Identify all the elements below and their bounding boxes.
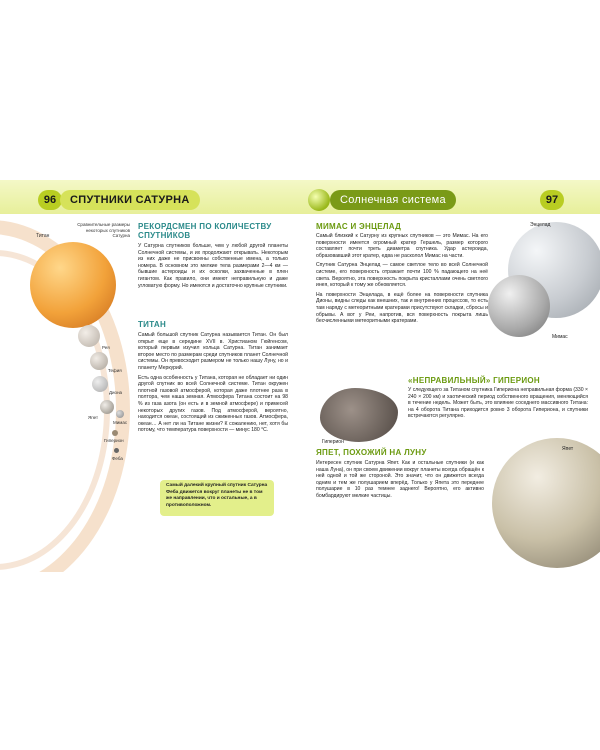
yapet-image-label: Япет <box>562 446 574 452</box>
rea-image <box>78 325 100 347</box>
text-mimas-enceladus <box>316 233 488 328</box>
text-titan <box>138 332 288 437</box>
moons-size-caption <box>66 222 130 239</box>
right-page-header <box>300 180 600 214</box>
hyperion-image <box>320 388 398 442</box>
giperion-small-image <box>112 430 118 436</box>
mimas-image-label: Мимас <box>552 334 568 340</box>
heading-mimas-enceladus: МИМАС И ЭНЦЕЛАД <box>316 222 402 231</box>
feba-label: Феба <box>112 456 123 461</box>
phoebe-note: Самый далекий крупный спутник Сатурна Феба движется вокруг планеты не в том же направлении, что и остальные, а в противоположном. <box>160 480 274 516</box>
page-number-right: 97 <box>540 190 564 210</box>
heading-yapet: ЯПЕТ, ПОХОЖИЙ НА ЛУНУ <box>316 448 427 457</box>
paragraph: На поверхности Энцелада, в ещё более на поверхности спутника Дионы, видны следы как внешних, так и внутренних процессов, то есть там наряду с метеоритными кратерами присутствуют складки, сбросы и обрывы. А вот у Реи, напротив, вся поверхность покрыта лишь бесчисленными метеоритными кратерами. <box>316 291 488 325</box>
book-spread <box>0 180 600 572</box>
caption-line: Сатурна <box>112 233 130 239</box>
heading-record: РЕКОРДСМЕН ПО КОЛИЧЕСТВУ СПУТНИКОВ <box>138 222 272 240</box>
right-section-title: Солнечная система <box>330 190 456 210</box>
yapet-image <box>492 438 600 568</box>
mimas-label: Мимас <box>113 420 128 425</box>
paragraph: Самый большой спутник Сатурна называется Титан. Он был открыт еще в середине XVII в. Христианом Гюйгенсом, который первым изучил кольца Сатурна. Титан занимает второе место по размерам среди спутников планет Солнечной системы. Он превосходит размером не только нашу Луну, но и планету Меркурий. <box>138 332 288 371</box>
text-hyperion <box>408 387 588 423</box>
titan-label: Титан <box>36 233 50 239</box>
titan-image <box>30 242 116 328</box>
enceladus-label: Энцелад <box>530 222 551 228</box>
paragraph: Интересен спутник Сатурна Япет. Как и остальные спутники (и как наша Луна), он при своем движении вокруг планеты всегда обращён к ней одной и той же стороной. Это значит, что он движется всегда одним и тем же полушарием вперёд. Только у Япета это переднее полушарие в 10 раз темнее заднего! Вероятно, его активно бомбардируют мелкие частицы. <box>316 460 484 499</box>
paragraph: Спутник Сатурна Энцелад — самое светлое тело во всей Солнечной системе, его поверхность отражает почти 100 % падающего на неё света. Вероятно, эта поверхность покрыта кристаллами очень светлого инея, который к тому же обновляется. <box>316 262 488 289</box>
paragraph: У Сатурна спутников больше, чем у любой другой планеты Солнечной системы, и их продолжают открывать. Некоторым из них даже не присвоены собственные имена, а только номера. В основном это мелкие тела размерами 2—4 км — бывшие астероиды и их осколки, захваченные в плен гигантом. Как правило, они имеют неправильную и даже угловатую форму. Но имеются и достаточно крупные спутники. <box>138 243 288 289</box>
mimas-image <box>488 275 550 337</box>
hyperion-image-label: Гиперион <box>322 439 344 445</box>
feba-small-image <box>114 448 119 453</box>
caption-line: Сравнительные размеры <box>77 222 130 227</box>
heading-titan: ТИТАН <box>138 320 167 329</box>
page-number-left: 96 <box>38 190 62 210</box>
paragraph: Самый близкий к Сатурну из крупных спутников — это Мимас. На его поверхности имеется огромный кратер Гершель, размер которого составляет почти треть диаметра спутника. Удар астероида, образовавший этот кратер, едва не расколол Мимас на части. <box>316 233 488 259</box>
paragraph: Есть одна особенность у Титана, которая не обладает ни один другой спутник во всей Солнечной системе. Титан окружен плотной газовой атмосферой, которая даже плотнее раза в полтора, чем наша земная. Атмосфера Титана состоит на 98 % из газа азота (он есть и в земной атмосфере) и примесей некоторых других газов. Под атмосферой, вероятно, находится океан, состоящий из сжиженных газов. Атмосфера, океан… А нет ли на Титане жизни? К сожалению, нет, хотя бы потому, что температура поверхности — минус 180 °С. <box>138 374 288 434</box>
diona-image <box>92 376 108 392</box>
tefia-label: Тефия <box>108 368 122 373</box>
diona-label: Диона <box>109 390 123 395</box>
rea-label: Рея <box>102 345 110 350</box>
paragraph: У следующего за Титаном спутника Гипериона неправильная форма (330 × 240 × 200 км) и хаотический период собственного вращения, меняющийся в течение недель. Может быть, это влияние соседнего массивного Титана: на 4 оборота Титана приходится ровно 3 оборота Гипериона, и спутники встречаются регулярно. <box>408 387 588 420</box>
yapet-small-image <box>100 400 114 414</box>
caption-line: некоторых спутников <box>85 227 130 233</box>
yapet-label: Япет <box>88 415 99 420</box>
mimas-small-image <box>116 410 124 418</box>
planet-icon <box>308 189 330 211</box>
heading-hyperion: «НЕПРАВИЛЬНЫЙ» ГИПЕРИОН <box>408 376 541 385</box>
giperion-label: Гиперион <box>104 438 124 443</box>
text-record <box>138 243 288 292</box>
tefia-image <box>90 352 108 370</box>
left-page-header <box>0 180 300 214</box>
left-section-title: СПУТНИКИ САТУРНА <box>60 190 200 210</box>
text-yapet <box>316 460 484 503</box>
